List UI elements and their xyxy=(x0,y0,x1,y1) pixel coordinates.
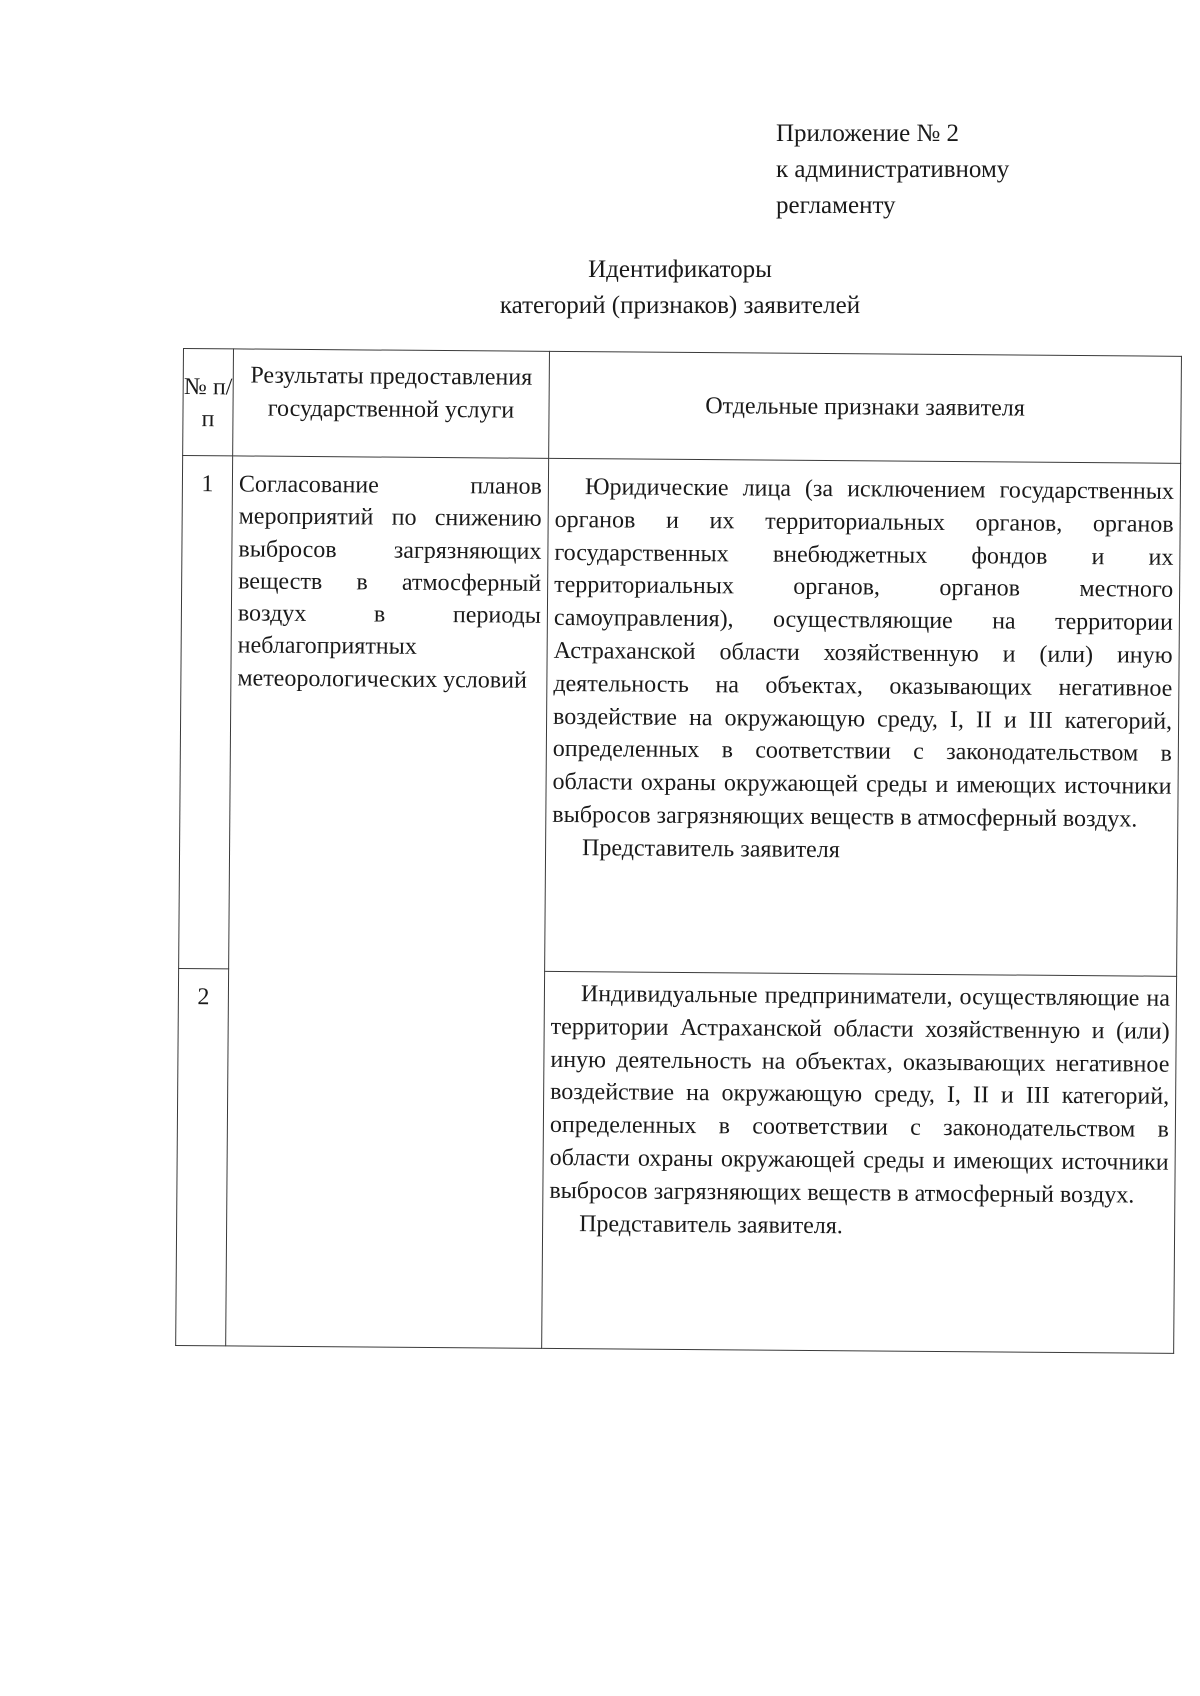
header-features: Отдельные признаки заявителя xyxy=(549,351,1182,463)
title-line-2: категорий (признаков) заявителей xyxy=(499,292,861,319)
representative-text: Представитель заявителя. xyxy=(579,1210,843,1239)
identifiers-table xyxy=(175,348,1182,1354)
title-line-1: Идентификаторы xyxy=(588,256,772,283)
header-result: Результаты предоставления государственной услуги xyxy=(233,349,550,458)
appendix-line-1: Приложение № 2 xyxy=(776,120,960,147)
appendix-heading xyxy=(776,116,1076,224)
header-number: № п/п xyxy=(183,349,234,456)
identifiers-table-wrapper xyxy=(175,348,1181,1354)
features-text: Индивидуальные предприниматели, осуществляющие на территории Астраханской области хозяйственную и (или) иную деятельность на объектах, оказывающих негативное воздействие на окружающую среду, I, II и III категорий, определенных в соответствии с законодательством в области охраны окружающей среды и имеющих источники выбросов загрязняющих веществ в атмосферный воздух. xyxy=(549,981,1171,1209)
features-cell xyxy=(545,458,1181,976)
document-title xyxy=(300,252,1060,324)
features-cell xyxy=(542,971,1177,1353)
appendix-line-2: к административному xyxy=(776,156,1010,183)
table-header-row xyxy=(183,349,1182,464)
row-number: 1 xyxy=(179,456,233,969)
table-row xyxy=(179,456,1181,977)
result-cell: Согласование планов мероприятий по снижению выбросов загрязняющих веществ в атмосферный воздух в периоды неблагоприятных метеорологических условий xyxy=(226,456,549,1348)
row-number: 2 xyxy=(176,968,229,1345)
features-text: Юридические лица (за исключением государственных органов и их территориальных органов, органов государственных внебюджетных фондов и их территориальных органов, органов местного самоуправления), осуществляющие на территории Астраханской области хозяйственную и (или) иную деятельность на объектах, оказывающих негативное воздействие на окружающую среду, I, II и III категорий, определенных в соответствии с законодательством в области охраны окружающей среды и имеющих источники выбросов загрязняющих веществ в атмосферный воздух. xyxy=(552,474,1175,833)
representative-text: Представитель заявителя xyxy=(581,834,840,863)
appendix-line-3: регламенту xyxy=(776,192,896,219)
